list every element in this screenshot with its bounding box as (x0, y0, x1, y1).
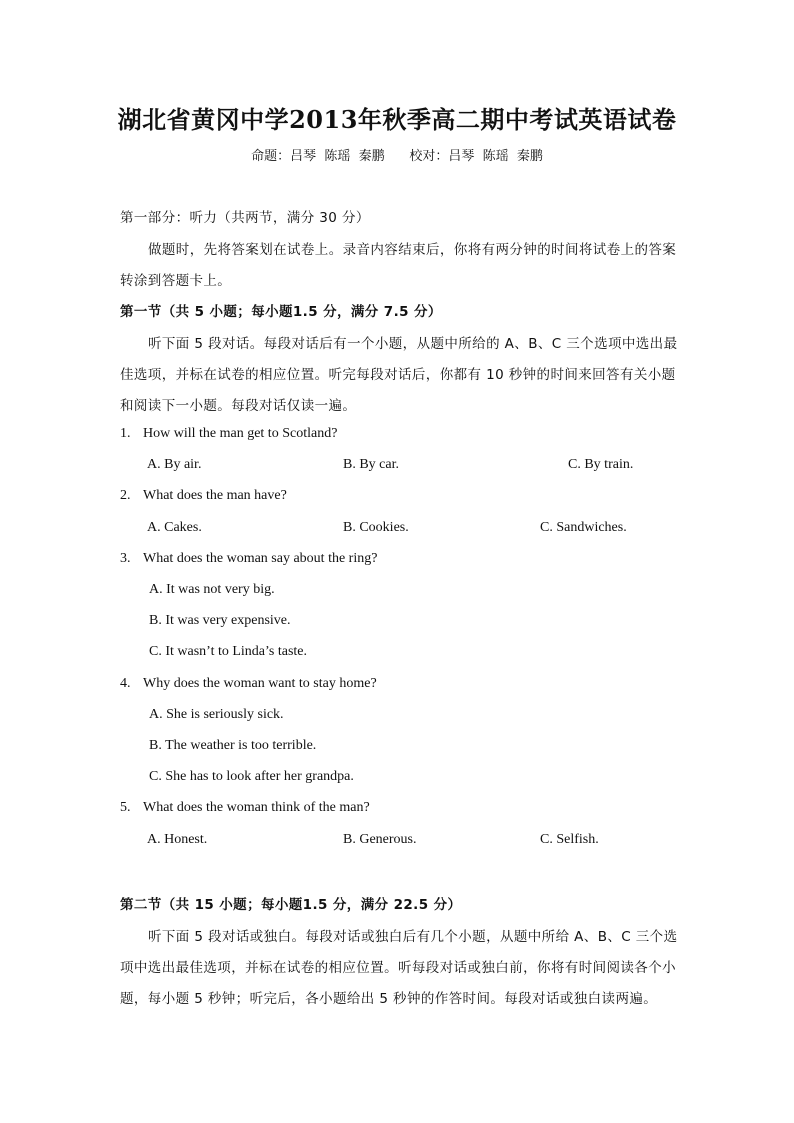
option-b: B. By car. (343, 457, 399, 472)
part1-intro-line1: 做题时，先将答案划在试卷上。录音内容结束后，你将有两分钟的时间将试卷上的答案 (148, 242, 677, 258)
question-text: How will the man get to Scotland? (143, 426, 338, 441)
section1-intro-line1: 听下面 5 段对话。每段对话后有一个小题，从题中所给的 A、B、C 三个选项中选出最 (148, 336, 678, 352)
question-text: What does the woman say about the ring? (143, 551, 378, 566)
page-title: 湖北省黄冈中学2013年秋季高二期中考试英语试卷 (117, 105, 677, 134)
subtitle-authors: 命题：吕琴 陈瑶 秦鹏 (251, 149, 385, 164)
subtitle-gap (385, 149, 410, 164)
option-a: A. It was not very big. (149, 582, 275, 597)
option-c: C. It wasn’t to Linda’s taste. (149, 644, 307, 659)
question-text: What does the man have? (143, 488, 287, 503)
question-number: 3. (120, 551, 131, 566)
section1-intro-line2: 佳选项，并标在试卷的相应位置。听完每段对话后，你都有 10 秒钟的时间来回答有关小题 (120, 367, 676, 383)
option-c: C. Selfish. (540, 832, 599, 847)
question-text: What does the woman think of the man? (143, 800, 370, 815)
option-b: B. Cookies. (343, 520, 409, 535)
option-b: B. The weather is too terrible. (149, 738, 317, 753)
section2-heading: 第二节（共 15 小题；每小题1.5 分，满分 22.5 分） (120, 897, 462, 913)
option-b: B. It was very expensive. (149, 613, 291, 628)
section2-intro-line3: 题，每小题 5 秒钟；听完后，各小题给出 5 秒钟的作答时间。每段对话或独白读两遍。 (120, 991, 658, 1007)
section2-intro-line2: 项中选出最佳选项，并标在试卷的相应位置。听每段对话或独白前，你将有时间阅读各个小 (120, 960, 676, 976)
option-c: C. By train. (568, 457, 634, 472)
question-number: 2. (120, 488, 131, 503)
option-a: A. Honest. (147, 832, 208, 847)
option-a: A. By air. (147, 457, 202, 472)
question-text: Why does the woman want to stay home? (143, 676, 377, 691)
option-a: A. She is seriously sick. (149, 707, 284, 722)
subtitle (0, 145, 794, 164)
option-b: B. Generous. (343, 832, 417, 847)
question-number: 5. (120, 800, 131, 815)
part1-intro-line2: 转涂到答题卡上。 (120, 273, 232, 289)
section1-heading: 第一节（共 5 小题；每小题1.5 分，满分 7.5 分） (120, 304, 442, 320)
option-c: C. She has to look after her grandpa. (149, 769, 354, 784)
section1-intro-line3: 和阅读下一小题。每段对话仅读一遍。 (120, 398, 357, 414)
section2-intro-line1: 听下面 5 段对话或独白。每段对话或独白后有几个小题，从题中所给 A、B、C 三个选 (148, 929, 678, 945)
part1-heading: 第一部分：听力（共两节，满分 30 分） (120, 210, 370, 226)
subtitle-proofreaders: 校对：吕琴 陈瑶 秦鹏 (409, 149, 543, 164)
question-number: 4. (120, 676, 131, 691)
question-number: 1. (120, 426, 131, 441)
option-c: C. Sandwiches. (540, 520, 627, 535)
option-a: A. Cakes. (147, 520, 202, 535)
